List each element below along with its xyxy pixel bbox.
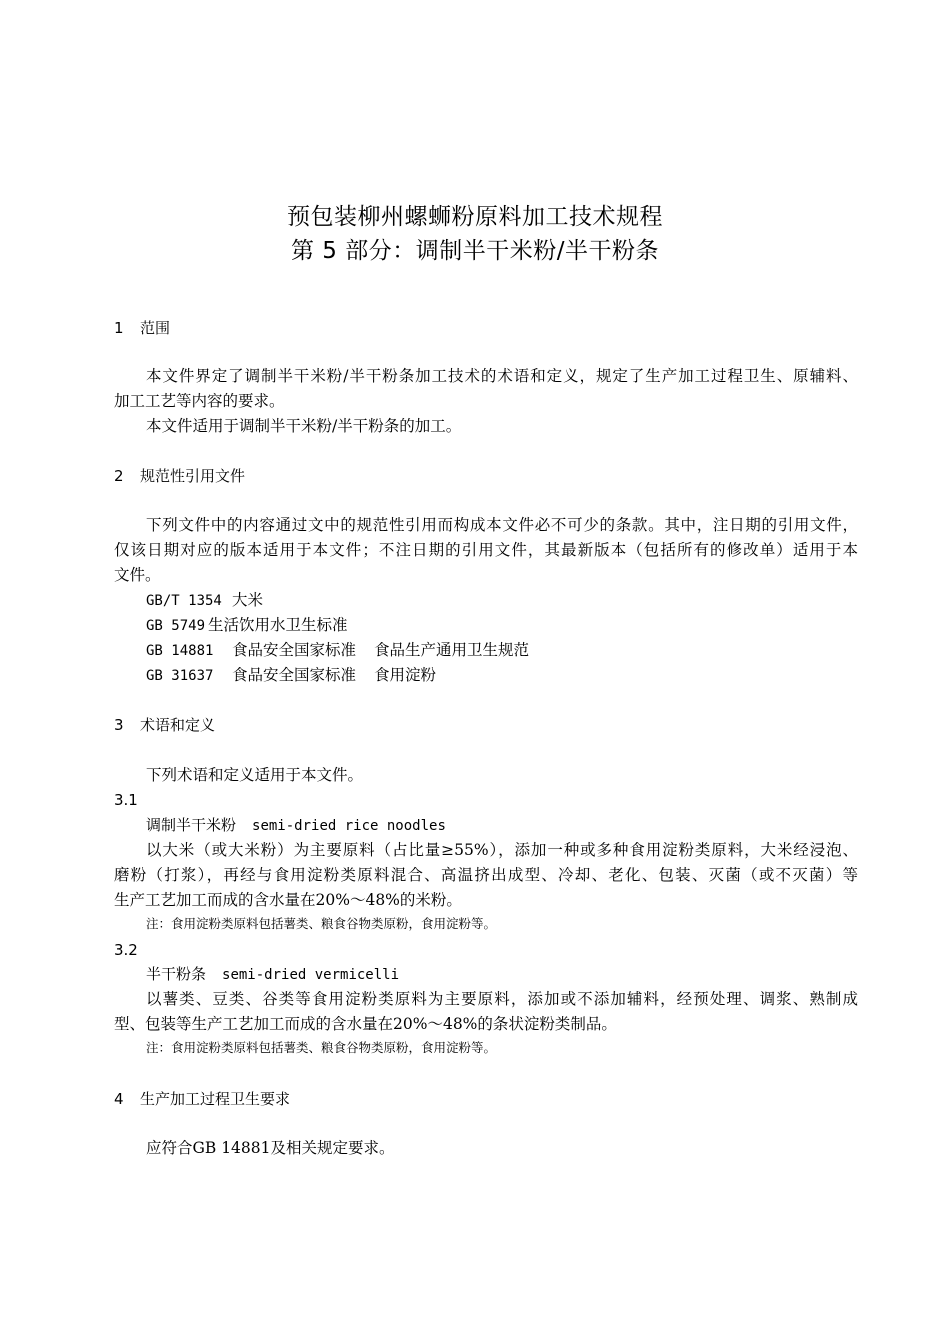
- section-2-title: 规范性引用文件: [140, 467, 246, 485]
- section-1-title: 范围: [140, 319, 171, 337]
- reference-title: 食品安全国家标准: [232, 641, 357, 659]
- section-2-para1-line2: 仅该日期对应的版本适用于本文件；不注日期的引用文件，其最新版本（包括所有的修改单）适用于本: [114, 541, 858, 559]
- section-1-para2: 本文件适用于调制半干米粉/半干粉条的加工。: [146, 417, 462, 435]
- section-3-title: 术语和定义: [140, 716, 216, 734]
- note-label: 注：: [146, 1040, 172, 1055]
- term-2-note: [146, 1038, 496, 1058]
- term-2-heading: [146, 964, 399, 985]
- term-1-english: semi-dried rice noodles: [252, 818, 446, 834]
- term-2-number: 3.2: [114, 941, 138, 959]
- section-3-number: 3: [114, 716, 124, 734]
- reference-title: 生活饮用水卫生标准: [208, 616, 348, 634]
- reference-item: [146, 640, 529, 661]
- note-text: 食用淀粉类原料包括薯类、粮食谷物类原粉，食用淀粉等。: [171, 1040, 497, 1055]
- section-2-para1-line3: 文件。: [114, 566, 161, 584]
- term-1-definition-line1: 以大米（或大米粉）为主要原料（占比量≥55%），添加一种或多种食用淀粉类原料，大米经浸泡、: [146, 841, 858, 859]
- reference-code: GB 5749: [146, 618, 206, 634]
- reference-item: [146, 590, 263, 611]
- section-1-heading: [114, 318, 170, 338]
- note-text: 食用淀粉类原料包括薯类、粮食谷物类原粉，食用淀粉等。: [171, 916, 497, 931]
- doc-title-line2: 第 5 部分：调制半干米粉/半干粉条: [290, 238, 659, 264]
- reference-title: 大米: [232, 591, 264, 609]
- section-2-para1-line1: 下列文件中的内容通过文中的规范性引用而构成本文件必不可少的条款。其中，注日期的引用文件，: [146, 516, 858, 534]
- section-4-number: 4: [114, 1090, 124, 1108]
- section-3-intro: 下列术语和定义适用于本文件。: [146, 766, 364, 784]
- section-1-para1-line2: 加工工艺等内容的要求。: [114, 392, 285, 410]
- section-2-number: 2: [114, 467, 124, 485]
- reference-item: [146, 615, 348, 636]
- section-1-number: 1: [114, 319, 124, 337]
- reference-subtitle: 食品生产通用卫生规范: [374, 641, 530, 659]
- reference-item: [146, 665, 436, 686]
- reference-code: GB/T 1354: [146, 593, 222, 609]
- section-2-heading: [114, 466, 245, 486]
- section-4-title: 生产加工过程卫生要求: [140, 1090, 291, 1108]
- term-2-definition-line2: 型、包装等生产工艺加工而成的含水量在20%～48%的条状淀粉类制品。: [114, 1015, 617, 1033]
- reference-code: GB 31637: [146, 668, 214, 684]
- section-1-para1-line1: 本文件界定了调制半干米粉/半干粉条加工技术的术语和定义，规定了生产加工过程卫生、原辅料、: [146, 367, 858, 385]
- doc-title-line1: 预包装柳州螺蛳粉原料加工技术规程: [287, 204, 663, 230]
- term-2-chinese: 半干粉条: [146, 965, 207, 983]
- term-1-note: [146, 914, 496, 934]
- section-4-para1: 应符合GB 14881及相关规定要求。: [146, 1139, 395, 1157]
- note-label: 注：: [146, 916, 172, 931]
- term-2-english: semi-dried vermicelli: [222, 967, 400, 983]
- reference-title: 食品安全国家标准: [232, 666, 357, 684]
- term-1-number: 3.1: [114, 791, 138, 809]
- term-1-chinese: 调制半干米粉: [146, 816, 237, 834]
- term-1-definition-line3: 生产工艺加工而成的含水量在20%～48%的米粉。: [114, 891, 462, 909]
- reference-code: GB 14881: [146, 643, 214, 659]
- term-2-definition-line1: 以薯类、豆类、谷类等食用淀粉类原料为主要原料，添加或不添加辅料，经预处理、调浆、熟制成: [146, 990, 858, 1008]
- section-4-heading: [114, 1089, 290, 1109]
- term-1-definition-line2: 磨粉（打浆），再经与食用淀粉类原料混合、高温挤出成型、冷却、老化、包装、灭菌（或不灭菌）等: [114, 866, 858, 884]
- reference-subtitle: 食用淀粉: [374, 666, 437, 684]
- section-3-heading: [114, 715, 215, 735]
- term-1-heading: [146, 815, 446, 836]
